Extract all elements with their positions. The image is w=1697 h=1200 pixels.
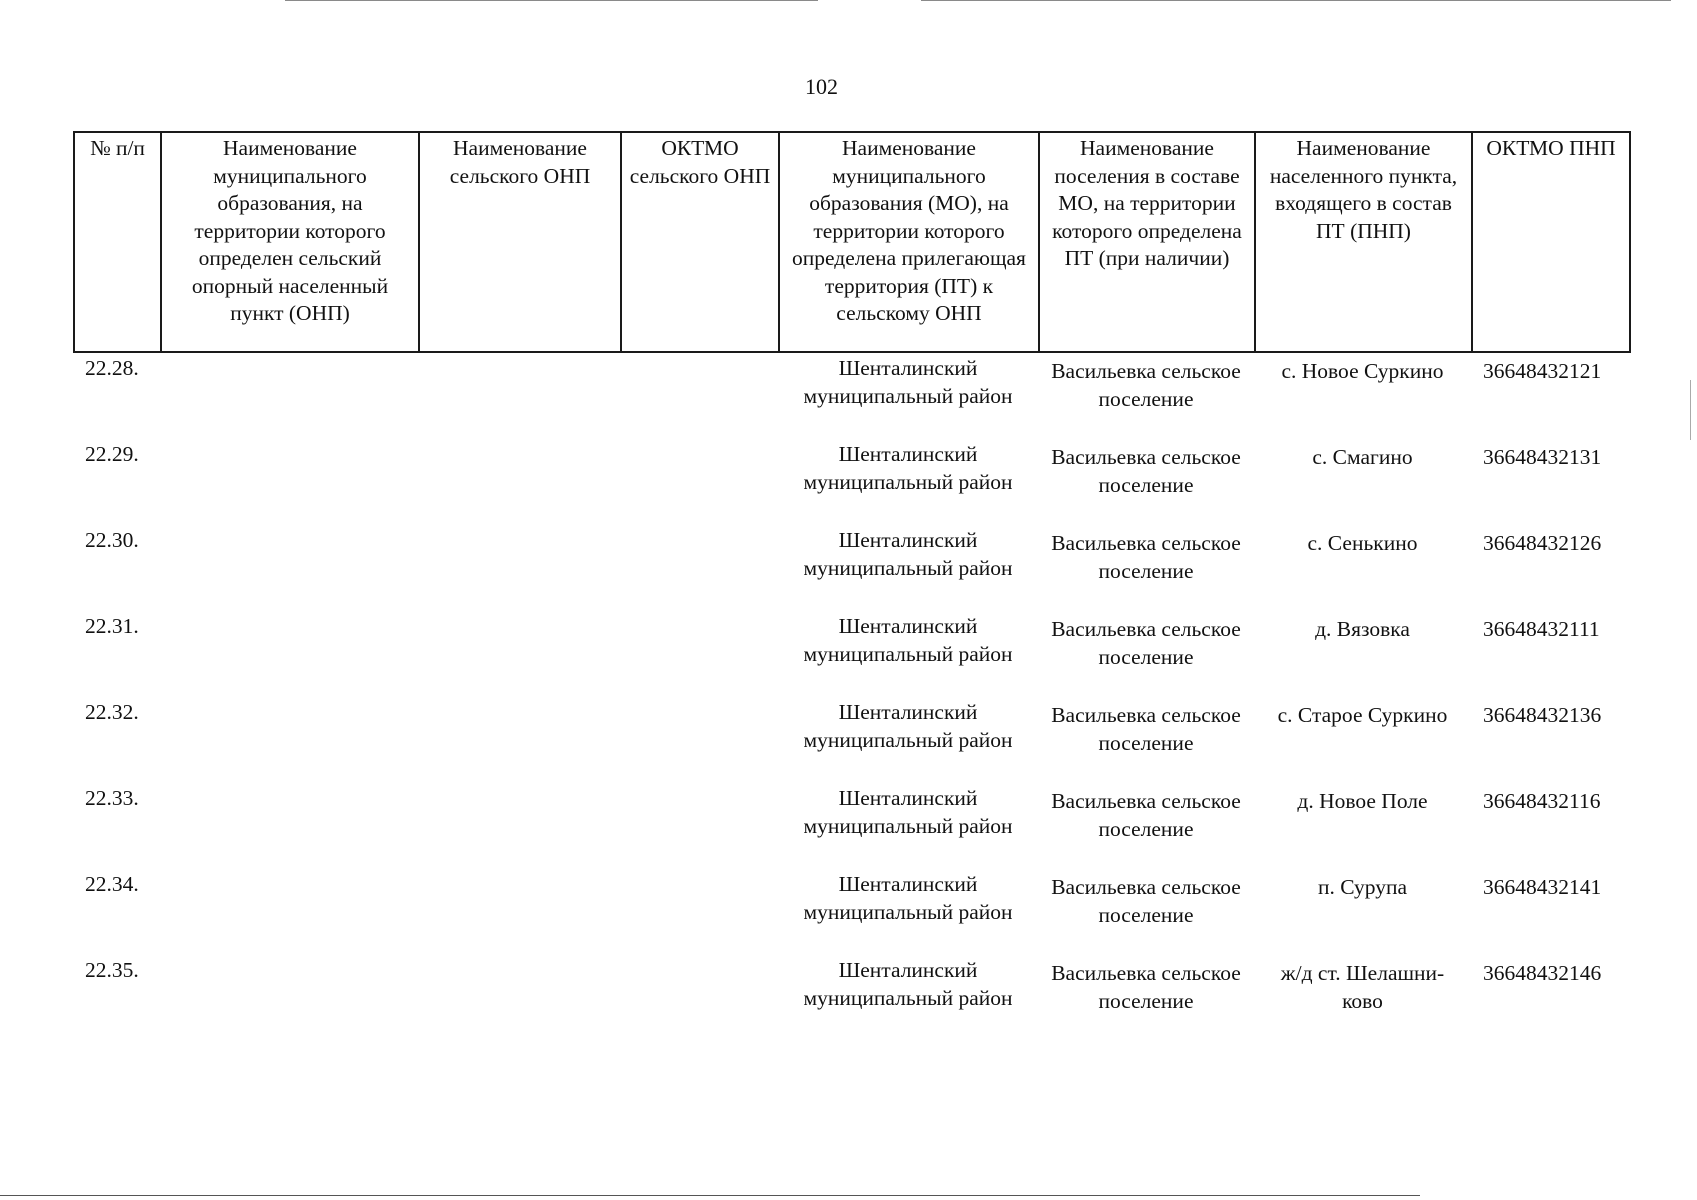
pt-settlement-cell: Васильевка сельское поселение bbox=[1051, 359, 1241, 411]
pt-oktmo-cell: 36648432116 bbox=[1483, 789, 1601, 813]
pt-settlement-cell: Васильевка сельское поселение bbox=[1051, 961, 1241, 1013]
onp-oktmo-cell bbox=[620, 527, 778, 613]
table-row bbox=[73, 871, 1629, 957]
onp-municipality-cell bbox=[160, 699, 418, 785]
table-header bbox=[73, 131, 1631, 353]
bottom-scan-line bbox=[0, 1195, 1420, 1196]
row-number-cell: 22.30. bbox=[85, 528, 139, 552]
pt-locality-cell: с. Старое Суркино bbox=[1277, 703, 1448, 727]
pt-locality-cell: ж/д ст. Шелашни- ково bbox=[1280, 961, 1445, 1013]
pt-oktmo-cell: 36648432146 bbox=[1483, 961, 1602, 985]
onp-oktmo-cell bbox=[620, 957, 778, 1043]
pt-oktmo-cell: 36648432141 bbox=[1483, 875, 1602, 899]
table-row bbox=[73, 957, 1629, 1043]
pt-settlement-cell: Васильевка сельское поселение bbox=[1051, 617, 1241, 669]
header-onp-name: Наименование сельского ОНП bbox=[419, 132, 621, 352]
table-row bbox=[73, 527, 1629, 613]
header-pt-locality: Наименование населенного пункта, входящего в состав ПТ (ПНП) bbox=[1255, 132, 1472, 352]
row-number-cell: 22.34. bbox=[85, 872, 139, 896]
onp-municipality-cell bbox=[160, 871, 418, 957]
pt-settlement-cell: Васильевка сельское поселение bbox=[1051, 875, 1241, 927]
header-onp-oktmo: ОКТМО сельского ОНП bbox=[621, 132, 779, 352]
pt-municipality-cell: Шенталинский муниципальный район bbox=[803, 356, 1013, 408]
onp-municipality-cell bbox=[160, 441, 418, 527]
pt-municipality-cell: Шенталинский муниципальный район bbox=[803, 442, 1013, 494]
table-row bbox=[73, 613, 1629, 699]
right-edge-mark bbox=[1690, 380, 1691, 440]
row-number-cell: 22.31. bbox=[85, 614, 139, 638]
onp-name-cell bbox=[418, 527, 620, 613]
pt-oktmo-cell: 36648432121 bbox=[1483, 359, 1602, 383]
pt-municipality-cell: Шенталинский муниципальный район bbox=[803, 872, 1013, 924]
header-row-number: № п/п bbox=[74, 132, 161, 352]
pt-municipality-cell: Шенталинский муниципальный район bbox=[803, 700, 1013, 752]
row-number-cell: 22.28. bbox=[85, 356, 139, 380]
onp-municipality-cell bbox=[160, 613, 418, 699]
onp-oktmo-cell bbox=[620, 441, 778, 527]
pt-locality-cell: п. Сурупа bbox=[1317, 875, 1408, 899]
header-onp-municipality: Наименование муниципального образования, на территории которого определен сельский опорный населенный пункт (ОНП) bbox=[161, 132, 419, 352]
table-row bbox=[73, 785, 1629, 871]
header-pt-settlement: Наименование поселения в составе МО, на территории которого определена ПТ (при наличии) bbox=[1039, 132, 1255, 352]
pt-oktmo-cell: 36648432131 bbox=[1483, 445, 1602, 469]
onp-municipality-cell bbox=[160, 355, 418, 441]
onp-name-cell bbox=[418, 699, 620, 785]
pt-municipality-cell: Шенталинский муниципальный район bbox=[803, 528, 1013, 580]
onp-name-cell bbox=[418, 441, 620, 527]
table-row bbox=[73, 441, 1629, 527]
pt-municipality-cell: Шенталинский муниципальный район bbox=[803, 958, 1013, 1010]
onp-oktmo-cell bbox=[620, 355, 778, 441]
pt-settlement-cell: Васильевка сельское поселение bbox=[1051, 445, 1241, 497]
top-scan-line-right bbox=[921, 0, 1671, 1]
page-number: 102 bbox=[805, 74, 838, 99]
row-number-cell: 22.33. bbox=[85, 786, 139, 810]
pt-locality-cell: с. Новое Суркино bbox=[1281, 359, 1444, 383]
onp-name-cell bbox=[418, 785, 620, 871]
onp-oktmo-cell bbox=[620, 699, 778, 785]
pt-settlement-cell: Васильевка сельское поселение bbox=[1051, 531, 1241, 583]
onp-municipality-cell bbox=[160, 957, 418, 1043]
pt-municipality-cell: Шенталинский муниципальный район bbox=[803, 614, 1013, 666]
onp-name-cell bbox=[418, 871, 620, 957]
pt-oktmo-cell: 36648432136 bbox=[1483, 703, 1602, 727]
onp-oktmo-cell bbox=[620, 613, 778, 699]
pt-municipality-cell: Шенталинский муниципальный район bbox=[803, 786, 1013, 838]
pt-locality-cell: д. Вязовка bbox=[1315, 617, 1410, 641]
pt-settlement-cell: Васильевка сельское поселение bbox=[1051, 789, 1241, 841]
onp-municipality-cell bbox=[160, 785, 418, 871]
table-body bbox=[73, 355, 1629, 1043]
top-scan-line-left bbox=[285, 0, 818, 1]
onp-oktmo-cell bbox=[620, 871, 778, 957]
pt-locality-cell: с. Смагино bbox=[1312, 445, 1413, 469]
onp-name-cell bbox=[418, 613, 620, 699]
table-row bbox=[73, 355, 1629, 441]
pt-locality-cell: д. Новое Поле bbox=[1297, 789, 1428, 813]
row-number-cell: 22.32. bbox=[85, 700, 139, 724]
pt-oktmo-cell: 36648432126 bbox=[1483, 531, 1602, 555]
pt-locality-cell: с. Сенькино bbox=[1307, 531, 1418, 555]
header-pt-oktmo: ОКТМО ПНП bbox=[1472, 132, 1630, 352]
pt-oktmo-cell: 36648432111 bbox=[1483, 617, 1600, 641]
pt-settlement-cell: Васильевка сельское поселение bbox=[1051, 703, 1241, 755]
onp-oktmo-cell bbox=[620, 785, 778, 871]
onp-name-cell bbox=[418, 355, 620, 441]
row-number-cell: 22.35. bbox=[85, 958, 139, 982]
onp-name-cell bbox=[418, 957, 620, 1043]
row-number-cell: 22.29. bbox=[85, 442, 139, 466]
onp-municipality-cell bbox=[160, 527, 418, 613]
table-row bbox=[73, 699, 1629, 785]
header-pt-municipality: Наименование муниципального образования (МО), на территории которого определена прилегающая территория (ПТ) к сельскому ОНП bbox=[779, 132, 1039, 352]
